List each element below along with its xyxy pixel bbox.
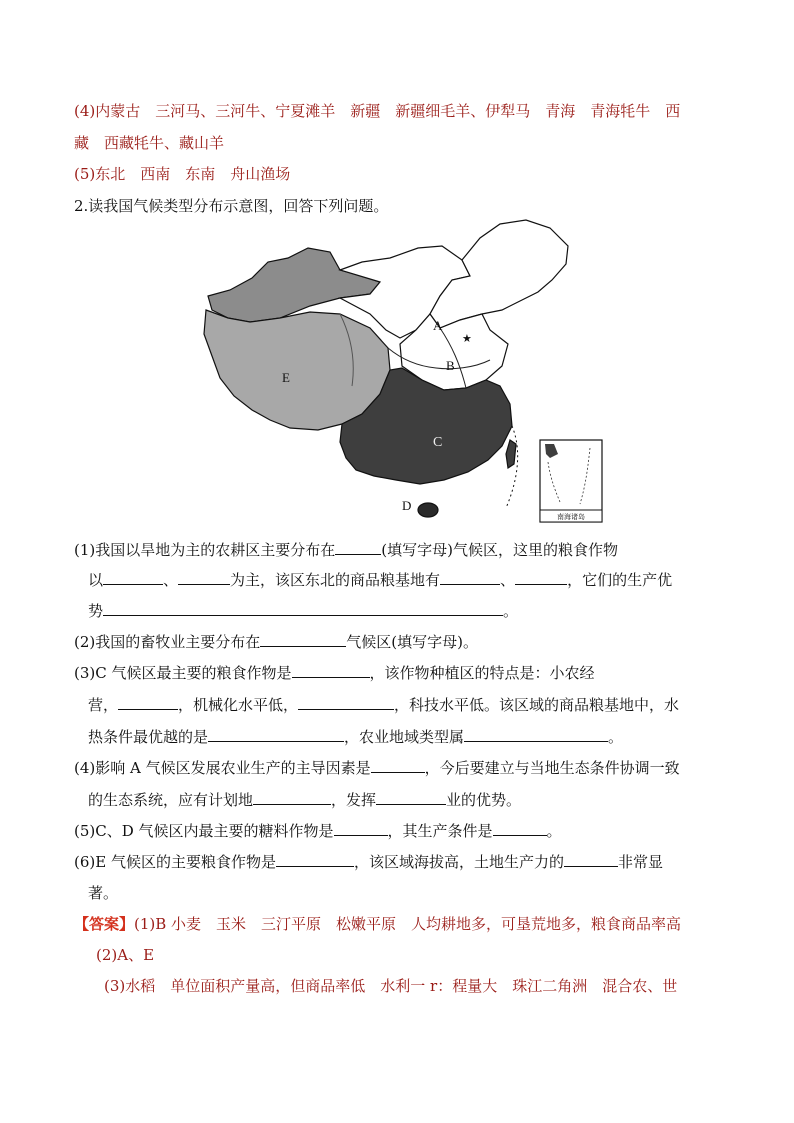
q4-line1: (4)影响 A 气候区发展农业生产的主导因素是 ，今后要建立与当地生态条件协调一致 <box>74 759 680 777</box>
q1-blank-advantage[interactable] <box>103 600 503 616</box>
q3-line1: (3)C 气候区最主要的粮食作物是 ，该作物种植区的特点是：小农经 <box>74 664 595 682</box>
q4-blank-plan[interactable] <box>253 789 331 805</box>
climate-map-svg <box>190 218 615 528</box>
q1-blank-base1[interactable] <box>440 569 500 585</box>
q3-blank-crop[interactable] <box>292 662 370 678</box>
q6-blank-crop[interactable] <box>276 851 354 867</box>
q3-blank-feature1[interactable] <box>118 694 178 710</box>
q1-line3: 势 。 <box>88 602 519 620</box>
q1-line2: 以 、 为主，该区东北的商品粮基地有 、 ，它们的生产优 <box>88 571 673 589</box>
q2-line: (2)我国的畜牧业主要分布在 气候区(填写字母)。 <box>74 633 478 651</box>
q1-line1: (1)我国以旱地为主的农耕区主要分布在 (填写字母)气候区，这里的粮食作物 <box>74 541 618 559</box>
capital-star-icon: ★ <box>462 332 472 345</box>
q1-blank-crop1[interactable] <box>103 569 163 585</box>
region-e <box>204 310 390 430</box>
q4-blank-industry[interactable] <box>376 789 446 805</box>
q5-blank-condition[interactable] <box>493 820 547 836</box>
q3-blank-type[interactable] <box>464 726 608 742</box>
q3-blank-feature2[interactable] <box>298 694 394 710</box>
question-2-stem: 2.读我国气候类型分布示意图，回答下列问题。 <box>74 197 389 215</box>
q1-blank-base2[interactable] <box>515 569 567 585</box>
map-label-b: B <box>446 358 455 373</box>
q3-line2: 营， ，机械化水平低， ，科技水平低。该区域的商品粮基地中，水 <box>88 696 680 714</box>
prev-answer-5: (5)东北 西南 东南 舟山渔场 <box>74 165 291 183</box>
map-label-e: E <box>282 370 290 385</box>
q2-blank-zone[interactable] <box>260 631 346 647</box>
answer-tag: 【答案】 <box>74 915 135 933</box>
q4-blank-factor[interactable] <box>371 757 425 773</box>
q6-line2: 著。 <box>88 884 119 902</box>
hainan-island <box>418 503 438 517</box>
south-china-sea-inset <box>540 440 602 522</box>
q1-blank-crop2[interactable] <box>178 569 230 585</box>
taiwan-island <box>506 440 516 468</box>
q3-blank-base[interactable] <box>208 726 344 742</box>
map-label-d: D <box>402 498 412 513</box>
map-label-a: A <box>433 318 443 333</box>
answer-line1: 【答案】(1)B 小麦 玉米 三汀平原 松嫩平原 人均耕地多，可垦荒地多，粮食商品率高 <box>74 915 682 933</box>
q6-blank-productivity[interactable] <box>564 851 618 867</box>
inset-label: 南海诸岛 <box>557 513 585 521</box>
q1-blank-zone[interactable] <box>335 539 381 555</box>
q6-line1: (6)E 气候区的主要粮食作物是 ，该区域海拔高，土地生产力的 非常显 <box>74 853 663 871</box>
q3-line3: 热条件最优越的是 ，农业地域类型属 。 <box>88 728 624 746</box>
q5-blank-crop[interactable] <box>334 820 388 836</box>
prev-answer-4-line1: (4)内蒙古 三河马、三河牛、宁夏滩羊 新疆 新疆细毛羊、伊犁马 青海 青海牦牛 西 <box>74 102 681 120</box>
q4-line2: 的生态系统，应有计划地 ，发挥 业的优势。 <box>88 791 522 809</box>
answer-line2: (2)A、E <box>96 946 155 964</box>
answer-line3: (3)水稻 单位面积产量高，但商品率低 水利一 r：程量大 珠江二角洲 混合农、世 <box>104 977 678 995</box>
northwest-strip-region <box>208 248 380 322</box>
q5-line: (5)C、D 气候区内最主要的糖料作物是 ，其生产条件是 。 <box>74 822 562 840</box>
climate-map <box>190 218 615 528</box>
map-label-c: C <box>433 435 443 450</box>
prev-answer-4-line2: 藏 西藏牦牛、藏山羊 <box>74 134 225 152</box>
